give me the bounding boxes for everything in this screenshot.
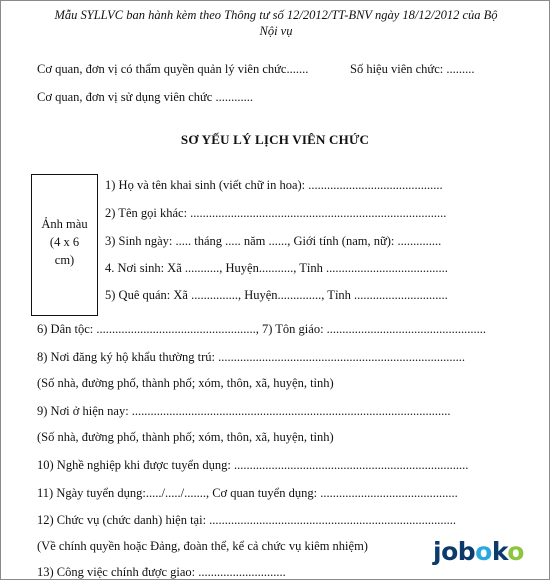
field-occupation: 10) Nghề nghiệp khi được tuyển dụng: ...........................................................................: [37, 458, 469, 472]
photo-label-line2: (4 x 6: [49, 235, 80, 249]
header-note-line1: Mẫu SYLLVC ban hành kèm theo Thông tư số 12/2012/TT-BNV ngày 18/12/2012 của Bộ: [54, 8, 498, 22]
field-current-residence-note: (Số nhà, đường phố, thành phố; xóm, thôn, xã, huyện, tỉnh): [37, 430, 334, 444]
header-note: [21, 7, 531, 39]
field-current-residence: 9) Nơi ở hiện nay: ......................................................................................................: [37, 404, 451, 418]
field-birth-place: 4. Nơi sinh: Xã ..........., Huyện..........., Tỉnh .......................................: [105, 261, 448, 275]
photo-label-line3: cm): [54, 253, 75, 267]
field-ethnicity-religion: 6) Dân tộc: ..................................................., 7) Tôn giáo: ...................................................: [37, 322, 487, 336]
field-current-position-note: (Về chính quyền hoặc Đảng, đoàn thể, kể cả chức vụ kiêm nhiệm): [37, 539, 368, 553]
field-hometown: 5) Quê quán: Xã ..............., Huyện.............., Tỉnh ..............................: [105, 288, 448, 302]
id-number-line: Số hiệu viên chức: .........: [350, 62, 475, 76]
field-recruitment: 11) Ngày tuyển dụng:...../...../......., Cơ quan tuyển dụng: ............................................: [37, 486, 458, 500]
logo-part-o: o: [475, 537, 492, 566]
field-permanent-residence-note: (Số nhà, đường phố, thành phố; xóm, thôn, xã, huyện, tỉnh): [37, 376, 334, 390]
document-title: SƠ YẾU LÝ LỊCH VIÊN CHỨC: [180, 132, 370, 147]
using-agency-line: Cơ quan, đơn vị sử dụng viên chức ............: [37, 90, 253, 104]
photo-box: [31, 174, 98, 316]
field-full-name: 1) Họ và tên khai sinh (viết chữ in hoa): ...........................................: [105, 178, 443, 192]
field-birth-date: 3) Sinh ngày: ..... tháng ..... năm ......, Giới tính (nam, nữ): ..............: [105, 234, 442, 248]
managing-agency-line: Cơ quan, đơn vị có thẩm quyền quản lý viên chức.......: [37, 62, 309, 76]
photo-label-line1: Ảnh màu: [41, 217, 88, 231]
field-permanent-residence: 8) Nơi đăng ký hộ khẩu thường trú: ...............................................................................: [37, 350, 465, 364]
field-other-name: 2) Tên gọi khác: ..................................................................................: [105, 206, 447, 220]
joboko-logo: [433, 535, 524, 569]
field-current-position: 12) Chức vụ (chức danh) hiện tại: ...............................................................................: [37, 513, 457, 527]
field-main-work: 13) Công việc chính được giao: ............................: [37, 565, 286, 579]
logo-part-job: job: [433, 537, 476, 566]
logo-part-o2: o: [507, 537, 524, 566]
logo-part-k: k: [491, 537, 508, 566]
header-note-line2: Nội vụ: [259, 24, 293, 38]
